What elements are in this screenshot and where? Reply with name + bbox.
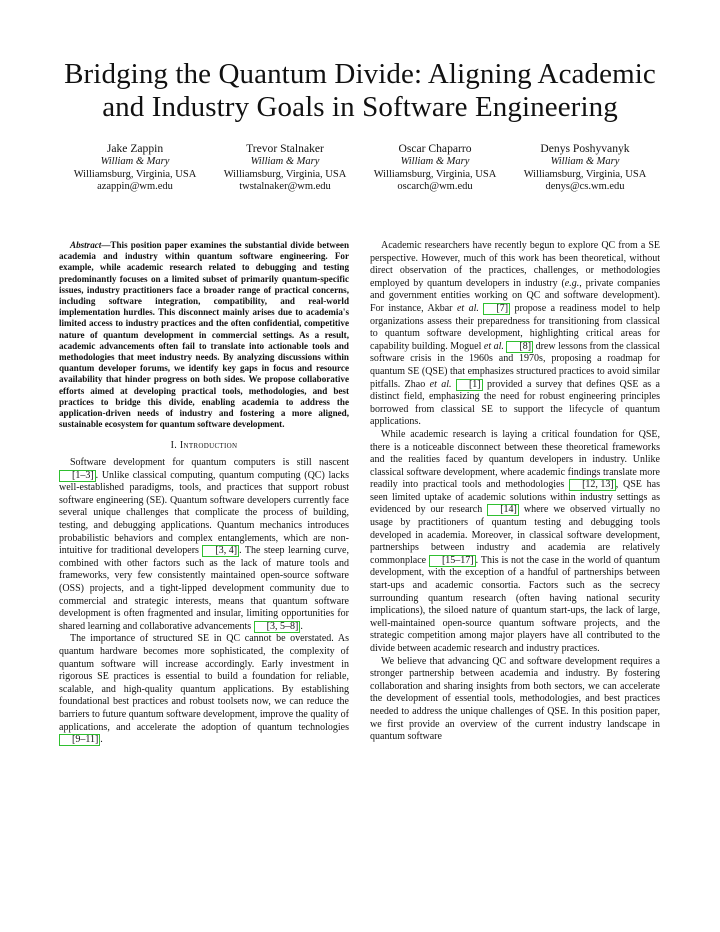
author-location: Williamsburg, Virginia, USA [523,168,647,180]
author-email: twstalnaker@wm.edu [239,181,331,193]
intro-paragraph-1: Software development for quantum computers is still nascent [1–3] . Unlike classical computing, quantum computing (QC) lacks well-established paradigms, tools, and practices that support robust software engineering (SE). Quantum software developers currently face several unique challenges that complicate the process of building, testing, and debugging applications. Quantum mechanics introduces probabilistic behaviors and complex entanglements, which are non-intuitive for traditional developers [3, 4] . The steep learning curve, combined with other factors such as the lack of mature tools and frameworks, very few consistently maintained open-source software (OSS) projects, and a tight-lipped development community due to commercial and strategic interests, means that quantum software development is often fragmented and insular, limiting opportunities for shared learning and collaborative advancements [3, 5–8] . [59,457,349,632]
author-email: denys@cs.wm.edu [545,181,625,193]
author-name: Trevor Stalnaker [246,142,324,155]
author-location: Williamsburg, Virginia, USA [223,168,347,180]
author-affiliation: William & Mary [250,156,320,167]
right-column [370,240,660,744]
author-name: Denys Poshyvanyk [540,142,630,155]
abstract-label: Abstract [70,240,102,250]
author-3 [360,142,510,194]
citation-link[interactable]: [9–11] [59,734,100,746]
emphasis-text: e.g. [564,277,580,289]
author-block [60,142,660,194]
paper-title: Bridging the Quantum Divide: Aligning Academic and Industry Goals in Software Engineering [64,58,656,123]
citation-link[interactable]: [8] [506,341,533,353]
emphasis-text: et al. [483,340,504,352]
citation-link[interactable]: [1] [456,379,483,391]
citation-link[interactable]: [3, 4] [202,545,239,557]
author-affiliation: William & Mary [550,156,620,167]
emphasis-text: et al. [456,302,479,314]
emphasis-text: et al. [429,378,452,390]
author-affiliation: William & Mary [400,156,470,167]
author-location: Williamsburg, Virginia, USA [73,168,197,180]
abstract [59,240,349,430]
author-location: Williamsburg, Virginia, USA [373,168,497,180]
citation-link[interactable]: [3, 5–8] [254,621,301,633]
author-name: Jake Zappin [106,142,164,155]
citation-link[interactable]: [12, 13] [569,479,616,491]
intro-paragraph-5: We believe that advancing QC and software development requires a stronger partnership between academia and industry. By fostering collaboration and sharing insights from both sectors, we can accelerate the development of essential tools, methodologies, and best practices needed to address the unique challenges of QSE. In this position paper, we first provide an overview of the current industry landscape in quantum software [370,655,660,743]
section-heading-introduction: I. Introduction [170,440,238,452]
author-4 [510,142,660,194]
author-name: Oscar Chaparro [398,142,472,155]
author-email: oscarch@wm.edu [397,181,473,193]
left-column [59,240,349,747]
author-affiliation: William & Mary [100,156,170,167]
author-email: azappin@wm.edu [97,181,173,193]
abstract-text: —This position paper examines the substantial divide between academia and industry within quantum software engineering. For example, while academic research related to debugging and testing predominantly focuses on a limited subset of primarily quantum-specific issues, industry practitioners face a broader range of practical concerns, including software integration, compatibility, and real-world implementation hurdles. This disconnect mainly arises due to academia's limited access to industry practices and the often confidential, competitive nature of quantum development in commercial settings. As a result, academic advancements often fail to translate into actionable tools and methodologies that meet industry needs. By analyzing discussions within quantum developer forums, we identify key gaps in focus and resource availability that hinder progress on both sides. We propose collaborative efforts aimed at developing practical tools, methodologies, and best practices to bridge this divide, enabling academia to address the application-driven needs of industry and fostering a more aligned, sustainable ecosystem for quantum software development. [59,240,349,430]
intro-paragraph-4: While academic research is laying a critical foundation for QSE, there is a noticeable disconnect between these theoretical frameworks and the realities faced by quantum developers in industry. Unlike classical software development, where academic findings translate more readily into practical tools and methodologies [12, 13] , QSE has seen limited uptake of academic solutions within industry settings as evidenced by our research [14] where we observed virtually no usage by practitioners of quantum testing and debugging tools developed in academia. Moreover, in classical software development, partnerships between industry and academia are relatively commonplace [15–17] . This is not the case in the world of quantum development, with the exception of a handful of partnerships between start-ups and academic consortia. Factors such as the secrecy surrounding quantum research (often having national security implications), the siloed nature of quantum start-ups, the lack of large, well-maintained open-source quantum software projects, and the strategic competition among major players have all contributed to the divide between academic research and industry practices. [370,428,660,654]
intro-paragraph-2: The importance of structured SE in QC cannot be overstated. As quantum hardware becomes more sophisticated, the complexity of quantum software will increase accordingly. Early investment in rigorous SE practices is essential to build a foundation for reliable, scalable, and high-quality quantum applications. By establishing foundational best practices and robust toolsets now, we can reduce the barriers to future quantum software development, improve the quality of applications, and accelerate the adoption of quantum technologies [9–11] . [59,633,349,746]
citation-link[interactable]: [14] [487,504,519,516]
author-1 [60,142,210,194]
citation-link[interactable]: [7] [483,303,510,315]
citation-link[interactable]: [15–17] [429,555,476,567]
citation-link[interactable]: [1–3] [59,470,96,482]
intro-paragraph-3: Academic researchers have recently begun to explore QC from a SE perspective. However, much of this work has been theoretical, without direct observation of the practices, challenges, or methodologies employed by quantum developers in industry (e.g., private companies and government entities working on QC and software development). For instance, Akbar et al. [7] propose a readiness model to help organizations assess their preparedness for transitioning from classical to quantum software development, highlighting critical areas for capability building. Moguel et al. [8] drew lessons from the classical software crisis in the 1960s and 1970s, proposing a roadmap for quantum SE (QSE) that emphasizes structured practices to avoid similar pitfalls. Zhao et al. [1] provided a survey that defines QSE as a distinct field, emphasizing the need for robust engineering principles borrowed from classical SE to support the lifecycle of quantum applications. [370,240,661,428]
author-2 [210,142,360,194]
